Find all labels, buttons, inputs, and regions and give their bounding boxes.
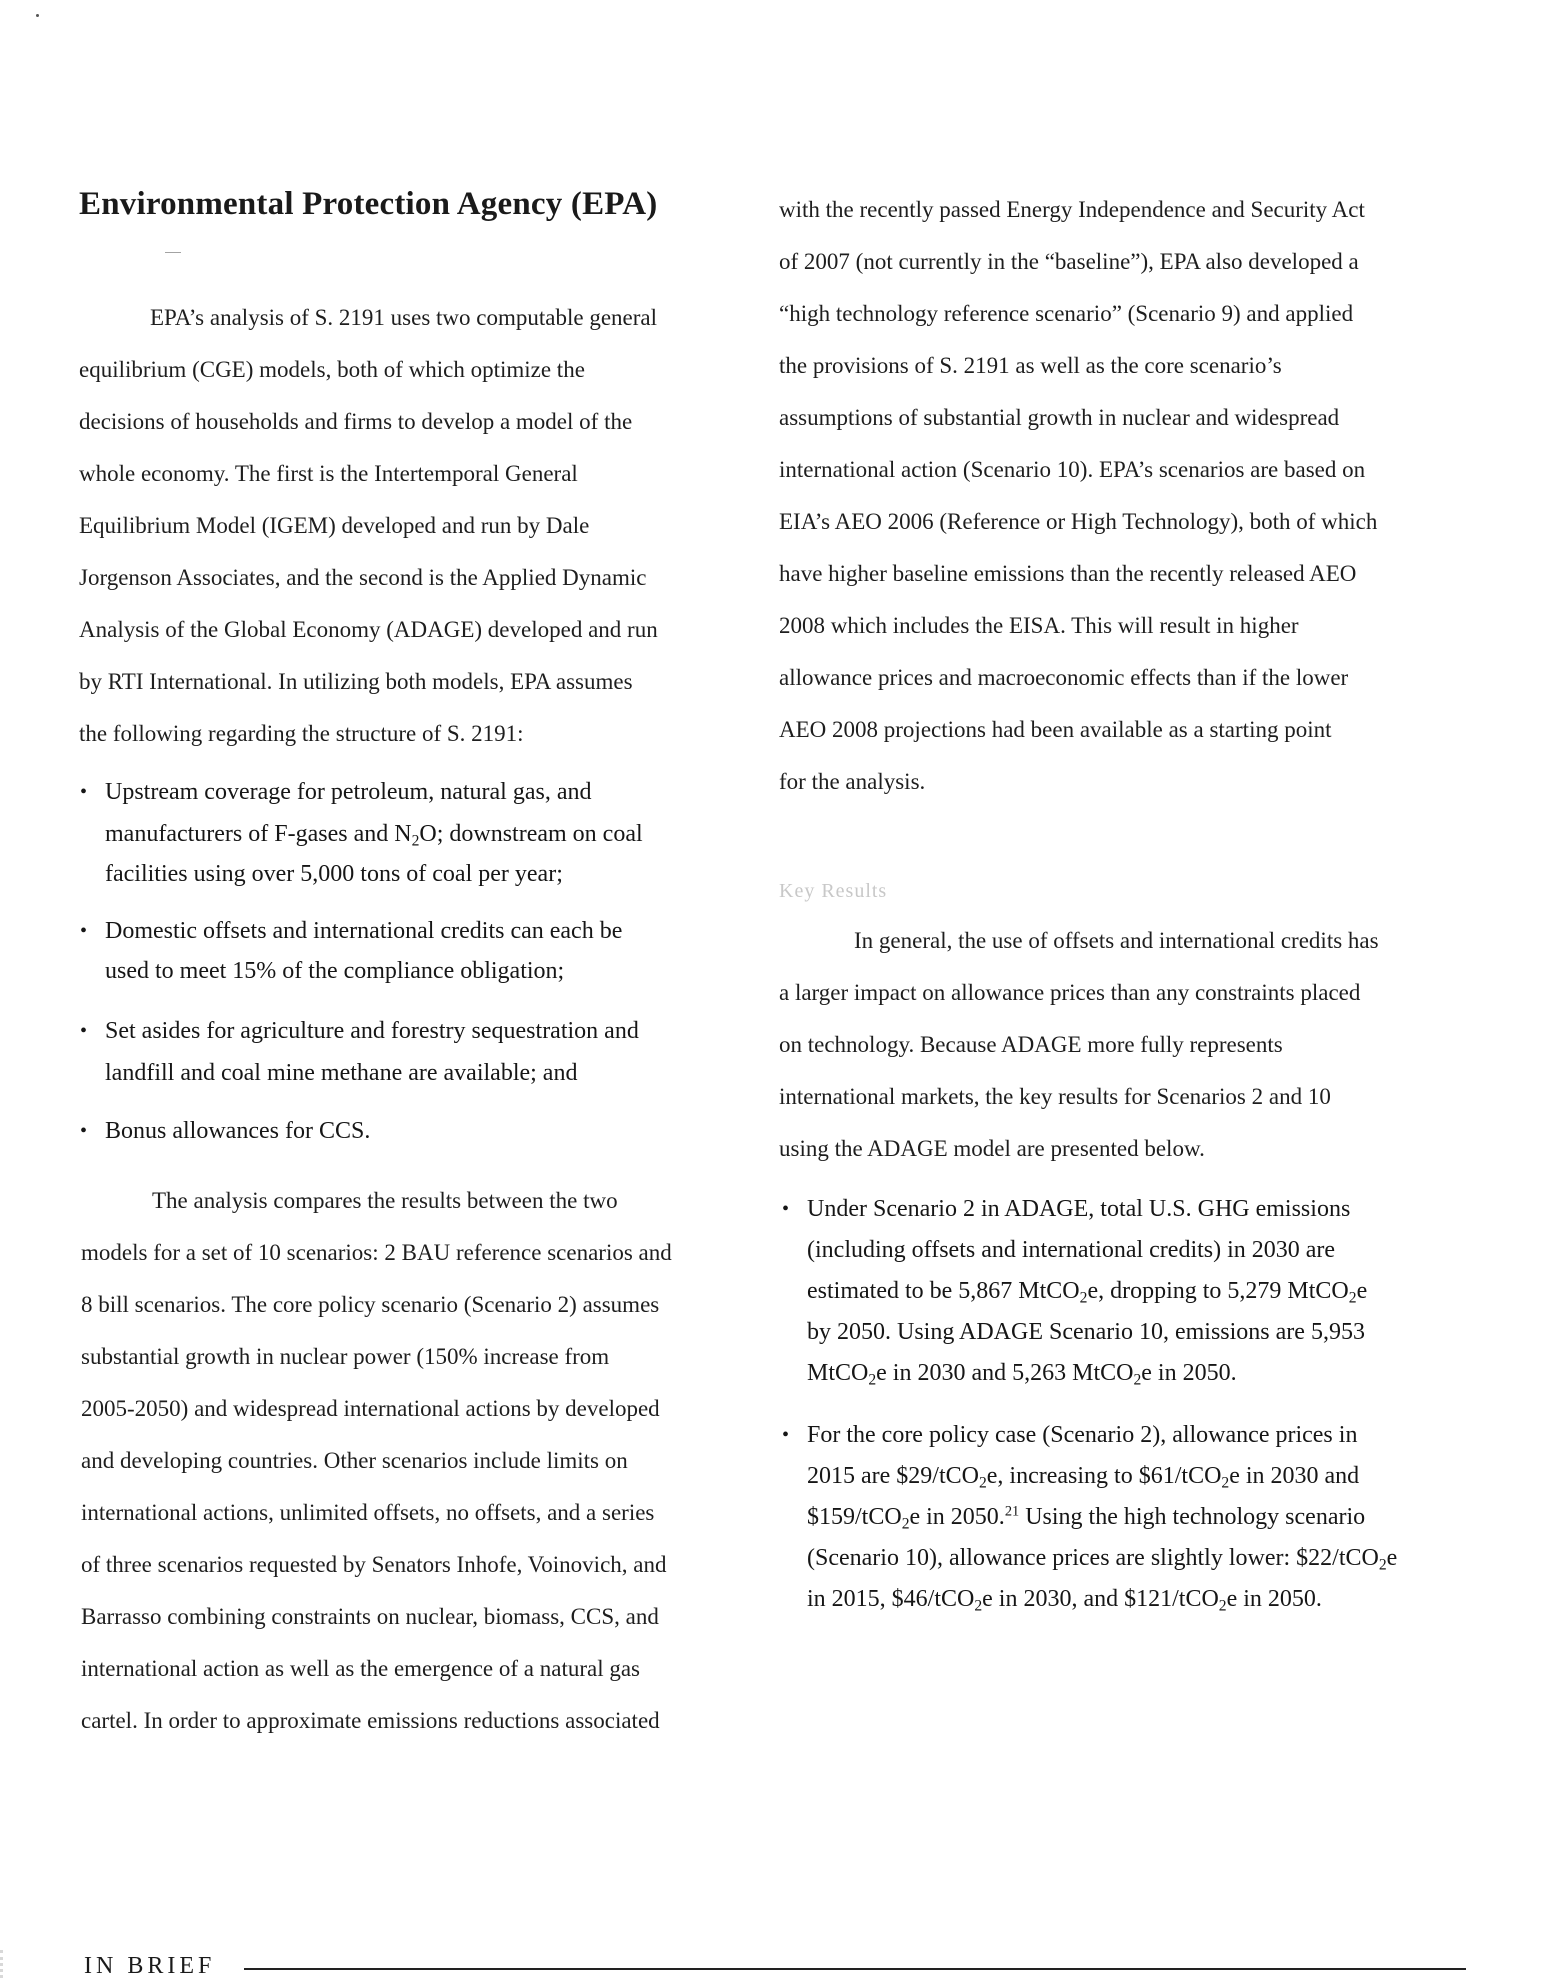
right-para1-line: EIA’s AEO 2006 (Reference or High Technology), both of which (779, 509, 1378, 534)
bullet-text: e (1386, 1545, 1398, 1571)
bullet-text: Domestic offsets and international credits can each be (105, 918, 623, 944)
subscript: 2 (1348, 1289, 1357, 1307)
footer-rule (244, 1968, 1466, 1970)
subscript: 2 (1378, 1556, 1387, 1574)
faint-subheading: Key Results (779, 880, 888, 902)
subscript: 2 (1079, 1289, 1088, 1307)
left-para2-line: The analysis compares the results between the two (152, 1188, 618, 1213)
right-para1-line: AEO 2008 projections had been available as a starting point (779, 717, 1332, 742)
left-para1-line: the following regarding the structure of S. 2191: (79, 721, 524, 746)
bullet-text: e in 2050. (1226, 1586, 1322, 1612)
bullet-text: e in 2030, and $121/tCO (982, 1586, 1219, 1612)
right-para1-line: 2008 which includes the EISA. This will result in higher (779, 613, 1299, 638)
left-para2-line: international actions, unlimited offsets, no offsets, and a series (81, 1500, 655, 1525)
bullet-text: MtCO (807, 1360, 869, 1386)
bullet-text: landfill and coal mine methane are available; and (105, 1060, 578, 1086)
bullet-item-cont (105, 813, 643, 855)
bullet-item-cont (807, 1311, 1365, 1353)
bullet-text: Using the high technology scenario (1019, 1504, 1366, 1530)
right-para1-line: of 2007 (not currently in the “baseline”), EPA also developed a (779, 249, 1359, 274)
bullet-dot-icon: • (782, 1198, 790, 1220)
left-para2-line: substantial growth in nuclear power (150% increase from (81, 1344, 610, 1369)
subscript: 2 (901, 1515, 910, 1533)
bullet-text: Bonus allowances for CCS. (105, 1118, 371, 1144)
bullet-item (80, 910, 623, 952)
right-para1-line: “high technology reference scenario” (Scenario 9) and applied (779, 301, 1354, 326)
bullet-dot-icon: • (782, 1424, 790, 1446)
bullet-text: 2015 are $29/tCO (807, 1463, 979, 1489)
footer-label: IN BRIEF (84, 1953, 216, 1979)
bullet-text: by 2050. Using ADAGE Scenario 10, emissions are 5,953 (807, 1319, 1365, 1345)
bullet-item-cont (807, 1352, 1237, 1394)
bullet-dot-icon: • (80, 1120, 88, 1142)
bullet-item-cont (105, 1052, 577, 1094)
bullet-text: facilities using over 5,000 tons of coal per year; (105, 861, 563, 887)
bullet-item-cont (807, 1229, 1335, 1271)
scan-edge-marks (0, 1950, 43, 1978)
subscript: 2 (411, 832, 420, 850)
subscript: 2 (1133, 1371, 1142, 1389)
right-para2-line: on technology. Because ADAGE more fully represents (779, 1032, 1283, 1057)
bullet-item-cont (105, 950, 564, 992)
bullet-item-cont (807, 1496, 1365, 1538)
bullet-text: e in 2030 and (1229, 1463, 1360, 1489)
bullet-text: e in 2050. (1141, 1360, 1237, 1386)
left-para1-line: decisions of households and firms to develop a model of the (79, 409, 633, 434)
left-para2-line: models for a set of 10 scenarios: 2 BAU reference scenarios and (81, 1240, 672, 1265)
right-para1-line: the provisions of S. 2191 as well as the core scenario’s (779, 353, 1282, 378)
right-para1-line: have higher baseline emissions than the recently released AEO (779, 561, 1357, 586)
left-para1-line: EPA’s analysis of S. 2191 uses two computable general (150, 305, 658, 330)
bullet-text: e in 2030 and 5,263 MtCO (876, 1360, 1134, 1386)
scan-mark (165, 252, 181, 259)
bullet-text: manufacturers of F-gases and N (105, 821, 412, 847)
left-para2-line: 2005-2050) and widespread international actions by developed (81, 1396, 660, 1421)
right-para2-line: a larger impact on allowance prices than any constraints placed (779, 980, 1361, 1005)
bullet-dot-icon: • (80, 920, 88, 942)
right-para1-line: international action (Scenario 10). EPA’s scenarios are based on (779, 457, 1366, 482)
bullet-text: (Scenario 10), allowance prices are slightly lower: $22/tCO (807, 1545, 1379, 1571)
bullet-item (782, 1188, 1351, 1230)
left-para1-line: equilibrium (CGE) models, both of which optimize the (79, 357, 585, 382)
left-para1-line: Jorgenson Associates, and the second is the Applied Dynamic (79, 565, 647, 590)
subscript: 2 (978, 1474, 987, 1492)
bullet-text: For the core policy case (Scenario 2), allowance prices in (807, 1422, 1358, 1448)
bullet-text: e (1356, 1278, 1368, 1304)
right-para2-line: In general, the use of offsets and international credits has (854, 928, 1379, 953)
left-para1-line: whole economy. The first is the Intertemporal General (79, 461, 578, 486)
left-para2-line: cartel. In order to approximate emissions reductions associated (81, 1708, 660, 1733)
bullet-dot-icon: • (80, 1020, 88, 1042)
bullet-item-cont (807, 1270, 1367, 1312)
bullet-dot-icon: • (80, 781, 88, 803)
left-para2-line: 8 bill scenarios. The core policy scenario (Scenario 2) assumes (81, 1292, 660, 1317)
bullet-text: e in 2050. (909, 1504, 1005, 1530)
right-para2-line: using the ADAGE model are presented below. (779, 1136, 1205, 1161)
bullet-text: O; downstream on coal (419, 821, 643, 847)
left-para1-line: by RTI International. In utilizing both models, EPA assumes (79, 669, 633, 694)
left-para2-line: Barrasso combining constraints on nuclear, biomass, CCS, and (81, 1604, 659, 1629)
bullet-item (782, 1414, 1358, 1456)
scan-dot (36, 14, 39, 17)
bullet-item (80, 771, 592, 813)
subscript: 2 (1221, 1474, 1230, 1492)
right-para1-line: for the analysis. (779, 769, 926, 794)
bullet-text: e, increasing to $61/tCO (986, 1463, 1222, 1489)
subscript: 2 (1218, 1597, 1227, 1615)
right-para2-line: international markets, the key results for Scenarios 2 and 10 (779, 1084, 1331, 1109)
subscript: 2 (974, 1597, 983, 1615)
left-para2-line: and developing countries. Other scenarios include limits on (81, 1448, 628, 1473)
bullet-text: $159/tCO (807, 1504, 902, 1530)
footnote-ref[interactable]: 21 (1004, 1503, 1020, 1520)
bullet-text: used to meet 15% of the compliance obligation; (105, 958, 565, 984)
section-heading: Environmental Protection Agency (EPA) (79, 186, 658, 222)
subscript: 2 (868, 1371, 877, 1389)
bullet-item (80, 1010, 639, 1052)
right-para1-line: assumptions of substantial growth in nuclear and widespread (779, 405, 1340, 430)
bullet-text: Upstream coverage for petroleum, natural gas, and (105, 779, 592, 805)
left-para2-line: international action as well as the emergence of a natural gas (81, 1656, 641, 1681)
bullet-item-cont (807, 1455, 1359, 1497)
bullet-text: e, dropping to 5,279 MtCO (1087, 1278, 1349, 1304)
bullet-item-cont (105, 853, 563, 895)
bullet-text: (including offsets and international credits) in 2030 are (807, 1237, 1336, 1263)
left-para1-line: Analysis of the Global Economy (ADAGE) developed and run (79, 617, 658, 642)
bullet-text: in 2015, $46/tCO (807, 1586, 975, 1612)
bullet-item (80, 1110, 371, 1152)
right-para1-line: with the recently passed Energy Independence and Security Act (779, 197, 1365, 222)
bullet-item-cont (807, 1537, 1397, 1579)
left-para2-line: of three scenarios requested by Senators Inhofe, Voinovich, and (81, 1552, 667, 1577)
bullet-text: estimated to be 5,867 MtCO (807, 1278, 1080, 1304)
bullet-text: Set asides for agriculture and forestry sequestration and (105, 1018, 639, 1044)
left-para1-line: Equilibrium Model (IGEM) developed and run by Dale (79, 513, 590, 538)
bullet-text: Under Scenario 2 in ADAGE, total U.S. GHG emissions (807, 1196, 1351, 1222)
right-para1-line: allowance prices and macroeconomic effects than if the lower (779, 665, 1349, 690)
bullet-item-cont (807, 1578, 1322, 1620)
